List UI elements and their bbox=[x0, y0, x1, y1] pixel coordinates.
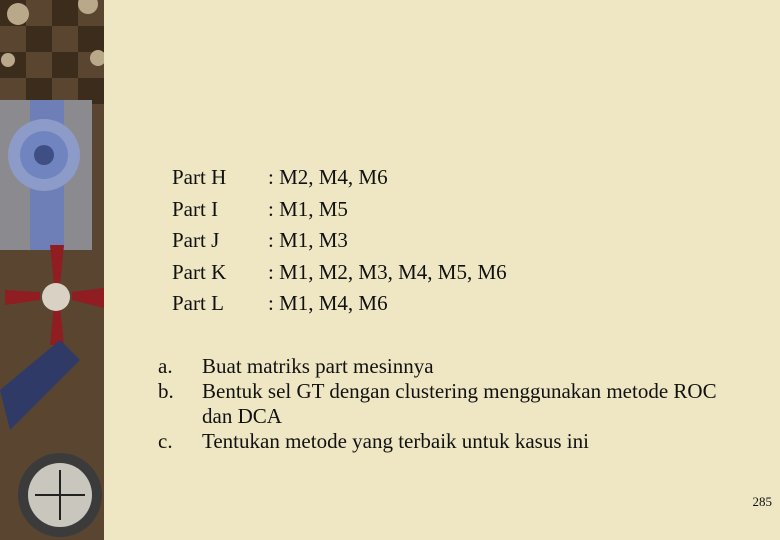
part-row bbox=[172, 257, 507, 289]
part-machines: : M1, M4, M6 bbox=[268, 291, 388, 316]
part-name: Part K bbox=[172, 259, 227, 284]
part-machines: : M1, M2, M3, M4, M5, M6 bbox=[268, 259, 507, 284]
task-item bbox=[158, 379, 758, 429]
task-item bbox=[158, 354, 758, 379]
part-name: Part I bbox=[172, 196, 219, 221]
task-marker: a. bbox=[158, 354, 173, 378]
task-text: Tentukan metode yang terbaik untuk kasus ini bbox=[202, 429, 589, 453]
part-row bbox=[172, 288, 507, 320]
task-marker: c. bbox=[158, 429, 173, 453]
part-row bbox=[172, 225, 507, 257]
part-machines: : M2, M4, M6 bbox=[268, 165, 388, 190]
task-item bbox=[158, 429, 758, 454]
part-name: Part H bbox=[172, 165, 227, 190]
task-list bbox=[158, 354, 758, 454]
page-number: 285 bbox=[752, 494, 772, 509]
part-machines: : M1, M3 bbox=[268, 228, 348, 253]
part-machines: : M1, M5 bbox=[268, 196, 348, 221]
part-row bbox=[172, 162, 507, 194]
task-text: Bentuk sel GT dengan clustering menggunakan metode ROC dan DCA bbox=[202, 379, 717, 428]
task-marker: b. bbox=[158, 379, 174, 403]
part-machine-list bbox=[172, 162, 507, 320]
decorative-medal-photo bbox=[0, 0, 104, 540]
part-name: Part J bbox=[172, 228, 220, 253]
task-text: Buat matriks part mesinnya bbox=[202, 354, 434, 378]
part-row bbox=[172, 194, 507, 226]
part-name: Part L bbox=[172, 291, 224, 316]
